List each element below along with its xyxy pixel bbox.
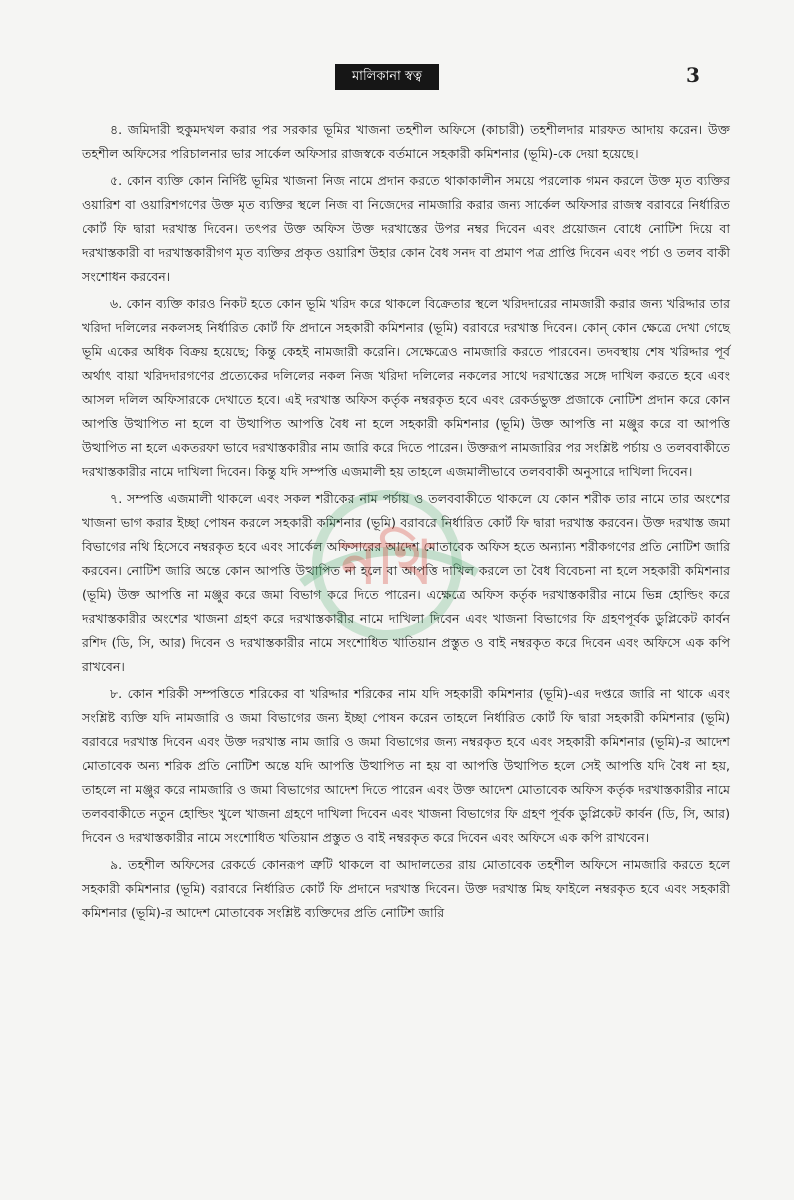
paragraph-7: ৭. সম্পত্তি এজমালী থাকলে এবং সকল শরীকের নাম পর্চায় ও তলববাকীতে থাকলে যে কোন শরীক তার নামে তার অংশের খাজনা ভাগ করার ইচ্ছা পোষন করলে সহকারী কমিশনার (ভূমি) বরাবরে নির্ধারিত কোর্ট ফি দ্বারা দরখাস্ত করবেন। উক্ত দরখাস্ত জমা বিভাগের নথি হিসেবে নম্বরকৃত হবে এবং সার্কেল অফিসারের আদেশ মোতাবেক অফিস হতে অন্যান্য শরীকগণের প্রতি নোটিশ জারি করবেন। নোটিশ জারি অন্তে কোন আপত্তি উত্থাপিত না হলে বা আপত্তি দাখিল করলে তা বৈধ বিবেচনা না হলে সহকারী কমিশনার (ভূমি) উক্ত আপত্তি না মঞ্জুর করে জমা বিভাগ করে দিতে পারেন। এক্ষেত্রে অফিস কর্তৃক দরখাস্তকারীর নামে ভিন্ন হোল্ডিং করে দরখাস্তকারীর অংশের খাজনা গ্রহণ করে দরখাস্তকারীর নামে দাখিলা দিবেন এবং খাজনা বিভাগের ফি গ্রহণপূর্বক ডুপ্লিকেট কার্বন রশিদ (ডি, সি, আর) দিবেন ও দরখাস্তকারীর নামে সংশোধিত খাতিয়ান প্রস্তুত ও বাই নম্বরকৃত করে দিবেন এবং অফিসে এক কপি রাখবেন। — [82, 491, 730, 674]
paragraph-4: ৪. জমিদারী হুকুমদখল করার পর সরকার ভূমির খাজনা তহশীল অফিসে (কাচারী) তহশীলদার মারফত আদায় করেন। উক্ত তহশীল অফিসের পরিচালনার ভার সার্কেল অফিসার রাজস্বকে বর্তমানে সহকারী কমিশনার (ভূমি)-কে দেয়া হয়েছে। — [82, 122, 730, 161]
document-body — [82, 118, 730, 928]
paragraph-9: ৯. তহশীল অফিসের রেকর্ডে কোনরূপ ত্রুটি থাকলে বা আদালতের রায় মোতাবেক তহশীল অফিসে নামজারি করতে হলে সহকারী কমিশনার (ভূমি) বরাবরে নির্ধারিত কোর্ট ফি প্রদানে দরখাস্ত দিবেন। উক্ত দরখাস্ত মিছ ফাইলে নম্বরকৃত হবে এবং সহকারী কমিশনার (ভূমি)-র আদেশ মোতাবেক সংশ্লিষ্ট ব্যক্তিদের প্রতি নোটিশ জারি — [82, 857, 730, 920]
page-number: 3 — [686, 63, 700, 87]
page-header — [0, 64, 794, 92]
paragraph-6: ৬. কোন ব্যক্তি কারও নিকট হতে কোন ভূমি খরিদ করে থাকলে বিক্রেতার স্থলে খরিদদারের নামজারী করার জন্য খরিদ্দার তার খরিদা দলিলের নকলসহ নির্ধারিত কোর্ট ফি প্রদানে সহকারী কমিশনার (ভূমি) বরাবরে দরখাস্ত দিবেন। কোন্ কোন ক্ষেত্রে দেখা গেছে ভূমি একের অধিক বিক্রয় হয়েছে; কিন্তু কেহই নামজারী করেনি। সেক্ষেত্রেও নামজারি করতে পারবেন। তদবস্থায় শেষ খরিদ্দার পূর্ব অর্থাৎ বায়া খরিদদারগণের প্রত্যেকের দলিলের নকল নিজ খরিদা দলিলের নকলের সাথে দরখাস্তের সঙ্গে দাখিল করতে হবে এবং আসল দলিল অফিসারকে দেখাতে হবে। এই দরখাস্ত অফিস কর্তৃক নম্বরকৃত হবে এবং রেকর্ডভুক্ত প্রজাকে নোটিশ প্রদান করে কোন আপত্তি উত্থাপিত না হলে বা উত্থাপিত আপত্তি বৈধ না হলে সহকারী কমিশনার (ভূমি) উক্ত আপত্তি না মঞ্জুর করে বা আপত্তি উত্থাপিত না হলে একতরফা ভাবে দরখাস্তকারীর নাম জারি করে দিতে পারেন। উক্তরূপ নামজারির পর সংশ্লিষ্ট পর্চায় ও তলববাকীতে দরখাস্তকারীর নামে দাখিলা দিবেন। কিন্তু যদি সম্পত্তি এজমালী হয় তাহলে এজমালীভাবে তলববাকী অনুসারে দাখিলা দিবেন। — [82, 296, 730, 479]
paragraph-8: ৮. কোন শরিকী সম্পত্তিতে শরিকের বা খরিদ্দার শরিকের নাম যদি সহকারী কমিশনার (ভূমি)-এর দপ্তরে জারি না থাকে এবং সংশ্লিষ্ট ব্যক্তি যদি নামজারি ও জমা বিভাগের জন্য ইচ্ছা পোষন করেন তাহলে নির্ধারিত কোর্ট ফি দ্বারা সহকারী কমিশনার (ভূমি) বরাবরে দরখাস্ত দিবেন এবং উক্ত দরখাস্ত নাম জারি ও জমা বিভাগের জন্য নম্বরকৃত হবে এবং সহকারী কমিশনার (ভূমি)-র আদেশ মোতাবেক অন্য শরিক প্রতি নোটিশ অন্তে যদি আপত্তি উত্থাপিত না হয় বা আপত্তি উত্থাপিত হলে সেই আপত্তি যদি বৈধ না হয়, তাহলে না মঞ্জুর করে নামজারি ও জমা বিভাগের আদেশ দিতে পারেন এবং উক্ত আদেশ মোতাবেক অফিস কর্তৃক দরখাস্তকারীর নামে তলববাকীতে নতুন হোল্ডিং খুলে খাজনা গ্রহণে দাখিলা দিবেন এবং খাজনা বিভাগের ফি গ্রহণ পূর্বক ডুপ্লিকেট কার্বন (ডি, সি, আর) দিবেন ও দরখাস্তকারীর নামে সংশোধিত খতিয়ান প্রস্তুত ও বাই নম্বরকৃত করে দিবেন এবং অফিসে এক কপি রাখবেন। — [82, 686, 730, 845]
paragraph-5: ৫. কোন ব্যক্তি কোন নির্দিষ্ট ভূমির খাজনা নিজ নামে প্রদান করতে থাকাকালীন সময়ে পরলোক গমন করলে উক্ত মৃত ব্যক্তির ওয়ারিশ বা ওয়ারিশগণের উক্ত মৃত ব্যক্তির স্থলে নিজ বা নিজেদের নামজারি করার জন্য সার্কেল অফিসার রাজস্ব বরাবরে নির্ধারিত কোর্ট ফি দ্বারা দরখাস্ত দিবেন। তৎপর উক্ত অফিস উক্ত দরখাস্তের উপর নম্বর দিবেন এবং প্রয়োজন বোধে নোটিশ দিয়ে বা দরখাস্তকারী বা দরখাস্তকারীগণ মৃত ব্যক্তির প্রকৃত ওয়ারিশ উহার কোন বৈধ সনদ বা প্রমাণ পত্র প্রাপ্তি দিবেন এবং পর্চা ও তলব বাকী সংশোধন করবেন। — [82, 173, 730, 284]
chapter-title: মালিকানা স্বত্ব — [335, 64, 439, 90]
watermark-text: নথি — [341, 528, 433, 598]
